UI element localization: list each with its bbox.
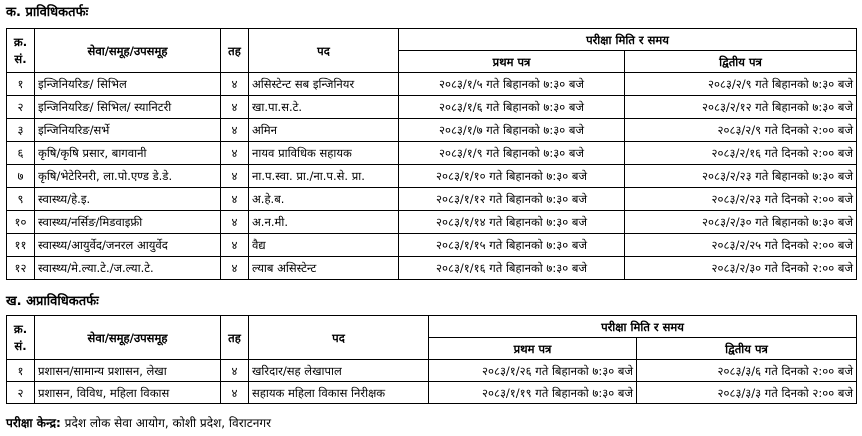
cell-first-paper: २०८३/१/२६ गते बिहानको ७:३० बजे: [429, 360, 637, 382]
cell-post: नायव प्राविधिक सहायक: [249, 142, 399, 165]
col-header-first-paper: प्रथम पत्र: [399, 51, 625, 73]
col-header-level: तह: [221, 316, 249, 360]
section-b-heading: ख. अप्राविधिकतर्फः: [6, 294, 99, 309]
table-row: [7, 234, 857, 257]
cell-sn: ३: [7, 119, 35, 142]
cell-first-paper: २०८३/१/१९ गते बिहानको ७:३० बजे: [429, 382, 637, 404]
cell-sn: ६: [7, 142, 35, 165]
cell-post: खा.पा.स.टे.: [249, 96, 399, 119]
table-row: [7, 211, 857, 234]
cell-second-paper: २०८३/२/२५ गते दिनको २:०० बजे: [625, 234, 857, 257]
cell-first-paper: २०८३/१/१४ गते बिहानको ७:३० बजे: [399, 211, 625, 234]
col-header-sn: क्र. सं.: [7, 29, 35, 73]
cell-level: ४: [221, 360, 249, 382]
table-row: [7, 119, 857, 142]
cell-sn: १: [7, 73, 35, 96]
cell-sn: ११: [7, 234, 35, 257]
cell-first-paper: २०८३/१/७ गते बिहानको ७:३० बजे: [399, 119, 625, 142]
table-row: [7, 142, 857, 165]
cell-first-paper: २०८३/१/६ गते बिहानको ७:३० बजे: [399, 96, 625, 119]
section-a-heading: क. प्राविधिकतर्फः: [6, 5, 89, 20]
cell-second-paper: २०८३/२/९ गते बिहानको ७:३० बजे: [625, 73, 857, 96]
table-row: [7, 382, 857, 404]
cell-second-paper: २०८३/३/६ गते दिनको २:०० बजे: [637, 360, 857, 382]
cell-sn: ७: [7, 165, 35, 188]
col-header-exam-schedule: परीक्षा मिति र समय: [399, 29, 857, 51]
exam-center-label: परीक्षा केन्द्र:: [6, 416, 61, 430]
cell-post: सहायक महिला विकास निरीक्षक: [249, 382, 429, 404]
cell-first-paper: २०८३/१/१२ गते बिहानको ७:३० बजे: [399, 188, 625, 211]
cell-post: खरिदार/सह लेखापाल: [249, 360, 429, 382]
cell-level: ४: [221, 234, 249, 257]
cell-first-paper: २०८३/१/५ गते बिहानको ७:३० बजे: [399, 73, 625, 96]
cell-second-paper: २०८३/२/२३ गते बिहानको ७:३० बजे: [625, 165, 857, 188]
cell-second-paper: २०८३/३/३ गते दिनको २:०० बजे: [637, 382, 857, 404]
col-header-post: पद: [249, 316, 429, 360]
cell-level: ४: [221, 96, 249, 119]
cell-level: ४: [221, 142, 249, 165]
cell-level: ४: [221, 382, 249, 404]
cell-first-paper: २०८३/१/९ गते बिहानको ७:३० बजे: [399, 142, 625, 165]
cell-sn: २: [7, 96, 35, 119]
cell-first-paper: २०८३/१/१६ गते बिहानको ७:३० बजे: [399, 257, 625, 280]
table-row: [7, 73, 857, 96]
cell-service: स्वास्थ्य/हे.इ.: [35, 188, 221, 211]
col-header-second-paper: द्वितीय पत्र: [625, 51, 857, 73]
cell-post: अमिन: [249, 119, 399, 142]
col-header-second-paper: द्वितीय पत्र: [637, 338, 857, 360]
cell-sn: १०: [7, 211, 35, 234]
cell-post: वैद्य: [249, 234, 399, 257]
col-header-service: सेवा/समूह/उपसमूह: [35, 316, 221, 360]
col-header-first-paper: प्रथम पत्र: [429, 338, 637, 360]
cell-level: ४: [221, 73, 249, 96]
cell-first-paper: २०८३/१/१० गते बिहानको ७:३० बजे: [399, 165, 625, 188]
table-row: [7, 96, 857, 119]
table-row: [7, 257, 857, 280]
cell-service: स्वास्थ्य/मे.ल्या.टे./ज.ल्या.टे.: [35, 257, 221, 280]
cell-sn: २: [7, 382, 35, 404]
cell-second-paper: २०८३/२/२३ गते दिनको २:०० बजे: [625, 188, 857, 211]
cell-post: ना.प.स्वा. प्रा./ना.प.से. प्रा.: [249, 165, 399, 188]
col-header-service: सेवा/समूह/उपसमूह: [35, 29, 221, 73]
cell-second-paper: २०८३/२/१६ गते दिनको २:०० बजे: [625, 142, 857, 165]
cell-first-paper: २०८३/१/१५ गते बिहानको ७:३० बजे: [399, 234, 625, 257]
cell-service: इन्जिनियरिङ/ सिभिल/ स्यानिटरी: [35, 96, 221, 119]
cell-second-paper: २०८३/२/१२ गते बिहानको ७:३० बजे: [625, 96, 857, 119]
cell-service: प्रशासन, विविध, महिला विकास: [35, 382, 221, 404]
cell-second-paper: २०८३/२/३० गते दिनको २:०० बजे: [625, 257, 857, 280]
table-row: [7, 188, 857, 211]
cell-service: कृषि/भेटेरिनरी, ला.पो.एण्ड डे.डे.: [35, 165, 221, 188]
cell-second-paper: २०८३/२/३० गते बिहानको ७:३० बजे: [625, 211, 857, 234]
cell-service: प्रशासन/सामान्य प्रशासन, लेखा: [35, 360, 221, 382]
col-header-sn: क्र. सं.: [7, 316, 35, 360]
cell-sn: १२: [7, 257, 35, 280]
cell-service: स्वास्थ्य/नर्सिङ/मिडवाइफ्री: [35, 211, 221, 234]
cell-level: ४: [221, 165, 249, 188]
table-row: [7, 360, 857, 382]
cell-sn: १: [7, 360, 35, 382]
cell-sn: ९: [7, 188, 35, 211]
cell-second-paper: २०८३/२/९ गते दिनको २:०० बजे: [625, 119, 857, 142]
technical-exam-table: [6, 28, 857, 280]
cell-post: अ.हे.ब.: [249, 188, 399, 211]
cell-post: असिस्टेन्ट सब इन्जिनियर: [249, 73, 399, 96]
exam-center-footer: [6, 414, 271, 432]
exam-center-value: प्रदेश लोक सेवा आयोग, कोशी प्रदेश, विराटनगर: [64, 416, 272, 430]
col-header-level: तह: [221, 29, 249, 73]
cell-service: स्वास्थ्य/आयुर्वेद/जनरल आयुर्वेद: [35, 234, 221, 257]
cell-service: इन्जिनियरिङ/सर्भे: [35, 119, 221, 142]
cell-level: ४: [221, 211, 249, 234]
col-header-post: पद: [249, 29, 399, 73]
table-row: [7, 165, 857, 188]
cell-service: कृषि/कृषि प्रसार, बागवानी: [35, 142, 221, 165]
cell-level: ४: [221, 257, 249, 280]
cell-post: ल्याब असिस्टेन्ट: [249, 257, 399, 280]
non-technical-exam-table: [6, 315, 857, 404]
cell-service: इन्जिनियरिङ/ सिभिल: [35, 73, 221, 96]
col-header-exam-schedule: परीक्षा मिति र समय: [429, 316, 857, 338]
cell-post: अ.न.मी.: [249, 211, 399, 234]
cell-level: ४: [221, 119, 249, 142]
cell-level: ४: [221, 188, 249, 211]
